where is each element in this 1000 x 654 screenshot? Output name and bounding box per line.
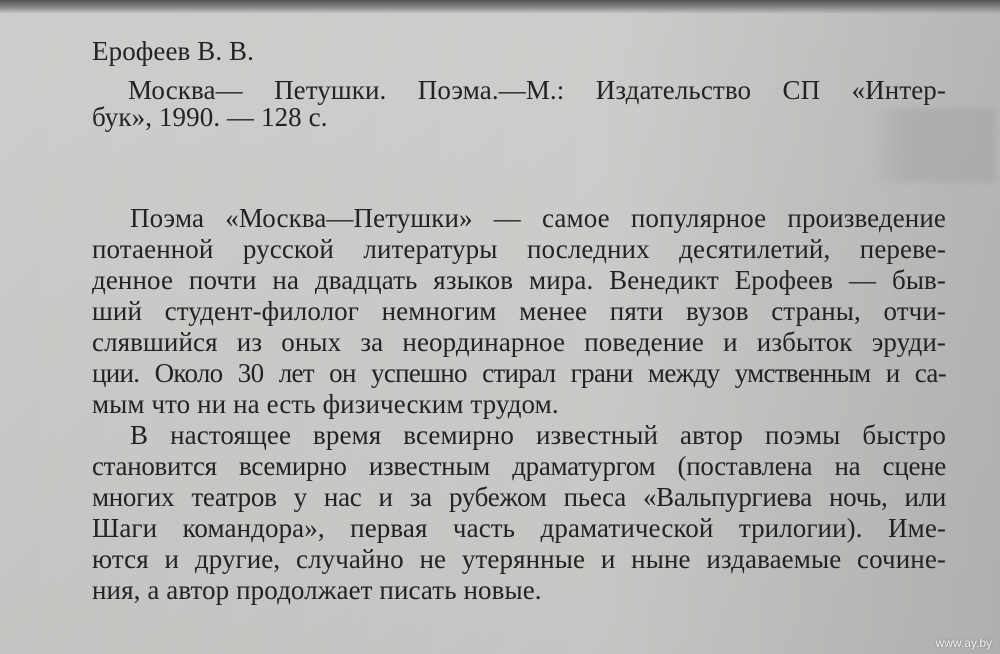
annotation-line: становится всемирно известным драматургом (поставлена на сцене bbox=[92, 451, 946, 481]
annotation-line: Поэма «Москва—Петушки» — самое популярное произведение bbox=[130, 203, 946, 233]
citation-publisher-line: бук», 1990. — 128 с. bbox=[92, 102, 328, 132]
annotation-line: слявшийся из оных за неординарное поведение и избыток эруди- bbox=[92, 327, 946, 357]
annotation-line: потаенной русской литературы последних десятилетий, переве- bbox=[92, 234, 946, 264]
citation-author: Ерофеев В. В. bbox=[92, 36, 255, 66]
annotation-line: мым что ни на есть физическим трудом. bbox=[92, 389, 559, 419]
annotation-line: В настоящее время всемирно известный автор поэмы быстро bbox=[130, 420, 946, 450]
annotation-line: ции. Около 30 лет он успешно стирал грани между умственным и са- bbox=[92, 358, 946, 388]
annotation-line: денное почти на двадцать языков мира. Венедикт Ерофеев — быв- bbox=[92, 265, 946, 295]
site-watermark: www.ay.by bbox=[935, 636, 992, 650]
citation-title-line: Москва— Петушки. Поэма.—М.: Издательство СП «Интер- bbox=[128, 75, 946, 105]
annotation-line: многих театров у нас и за рубежом пьеса «Вальпургиева ночь, или bbox=[92, 482, 946, 512]
annotation-line: Шаги командора», первая часть драматической трилогии). Име- bbox=[92, 513, 946, 543]
annotation-line: ния, а автор продолжает писать новые. bbox=[92, 575, 542, 605]
annotation-line: ший студент-филолог немногим менее пяти вузов страны, отчи- bbox=[92, 296, 946, 326]
annotation-line: ются и другие, случайно не утерянные и ныне издаваемые сочине- bbox=[92, 544, 946, 574]
